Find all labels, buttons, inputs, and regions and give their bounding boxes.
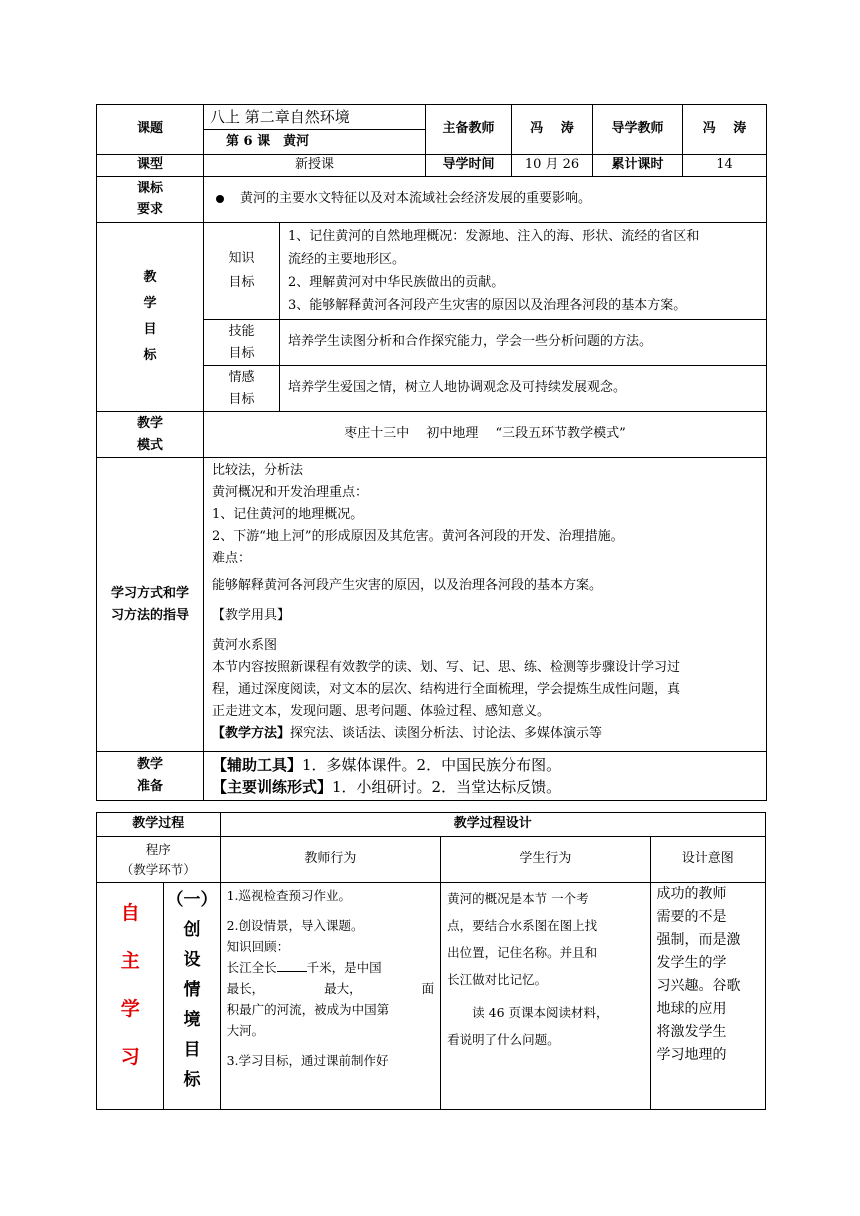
- total-hours-label: 累计课时: [593, 155, 683, 177]
- design-intent: 成功的教师 需要的不是 强制，而是激 发学生的学 习兴趣。谷歌 地球的应用 将激发学生 学习地理的: [650, 883, 765, 1110]
- step-header: 程序 （教学环节）: [97, 837, 221, 883]
- emotion-goal-label: 情感 目标: [204, 366, 280, 412]
- standard-label: 课标 要求: [97, 177, 204, 223]
- main-teacher-label: 主备教师: [426, 105, 512, 155]
- prep-text: 【辅助工具】1．多媒体课件。2．中国民族分布图。 【主要训练形式】1．小组研讨。2．当堂达标反馈。: [204, 752, 767, 801]
- lesson-plan-table: [96, 104, 767, 801]
- skill-goal-text: 培养学生读图分析和合作探究能力，学会一些分析问题的方法。: [280, 320, 767, 366]
- methods-text: 比较法，分析法 黄河概况和开发治理重点： 1、记住黄河的地理概况。 2、下游“地上河”的形成原因及其危害。黄河各河段的开发、治理措施。 难点： 能够解释黄河各河段产生灾害的原因，以及治理各河段的基本方案。 【教学用具】 黄河水系图 本节内容按照新课程有效教学的读、划、写、记、思、练、检测等步骤设计学习过 程，通过深度阅读，对文本的层次、结构进行全面梳理，学会提炼生成性问题，真 正走进文本，发现问题、思考问题、体验过程、感知意义。 【教学方法】探究法、谈话法、读图分析法、讨论法、多媒体演示等: [204, 458, 767, 752]
- course-title-chapter: 八上 第二章自然环境: [204, 105, 425, 130]
- section-create-scene: （一） 创 设 情 境 目 标: [164, 883, 220, 1110]
- main-teacher-value: 冯 涛: [512, 105, 593, 155]
- process-design-header: 教学过程设计: [220, 813, 765, 837]
- knowledge-goal-label: 知识 目标: [204, 223, 280, 320]
- course-label: 课题: [97, 105, 204, 155]
- goals-label: 教 学 目 标: [97, 223, 204, 412]
- standard-text: 黄河的主要水文特征以及对本流域社会经济发展的重要影响。: [204, 177, 767, 223]
- student-actions: 黄河的概况是本节 一个考 点，要结合水系图在图上找 出位置，记住名称。并且和 长江做对比记忆。 读 46 页课本阅读材料， 看说明了什么问题。: [441, 883, 650, 1110]
- skill-goal-label: 技能 目标: [204, 320, 280, 366]
- guide-teacher-value: 冯 涛: [683, 105, 767, 155]
- mode-label: 教学 模式: [97, 412, 204, 458]
- methods-label: 学习方式和学 习方法的指导: [97, 458, 204, 752]
- type-value: 新授课: [204, 155, 426, 177]
- guide-teacher-label: 导学教师: [593, 105, 683, 155]
- intent-header: 设计意图: [650, 837, 765, 883]
- process-header: 教学过程: [97, 813, 221, 837]
- emotion-goal-text: 培养学生爱国之情，树立人地协调观念及可持续发展观念。: [280, 366, 767, 412]
- teacher-header: 教师行为: [220, 837, 441, 883]
- type-label: 课型: [97, 155, 204, 177]
- mode-text: 枣庄十三中 初中地理 “三段五环节教学模式”: [204, 412, 767, 458]
- guide-time-label: 导学时间: [426, 155, 512, 177]
- teaching-process-table: [96, 812, 766, 1110]
- knowledge-goal-text: 1、记住黄河的自然地理概况：发源地、注入的海、形状、流经的省区和 流经的主要地形区。 2、理解黄河对中华民族做出的贡献。 3、能够解释黄河各河段产生灾害的原因以及治理各河段的基本方案。: [280, 223, 767, 320]
- course-title-lesson: 第 6 课 黄河: [226, 134, 310, 149]
- total-hours-value: 14: [683, 155, 767, 177]
- teacher-actions: 1.巡视检查预习作业。 2.创设情景，导入课题。 知识回顾： 长江全长 千米，是中国 最长， 最大， 面 积最广的河流，被成为中国第 大河。 3.学习目标，通过课前制作好: [220, 883, 441, 1110]
- student-header: 学生行为: [441, 837, 650, 883]
- blank-line: [277, 959, 307, 972]
- bullet-icon: [216, 195, 224, 203]
- prep-label: 教学 准备: [97, 752, 204, 801]
- guide-time-value: 10 月 26: [512, 155, 593, 177]
- stage-self-study: 自 主 学 习: [97, 883, 164, 1110]
